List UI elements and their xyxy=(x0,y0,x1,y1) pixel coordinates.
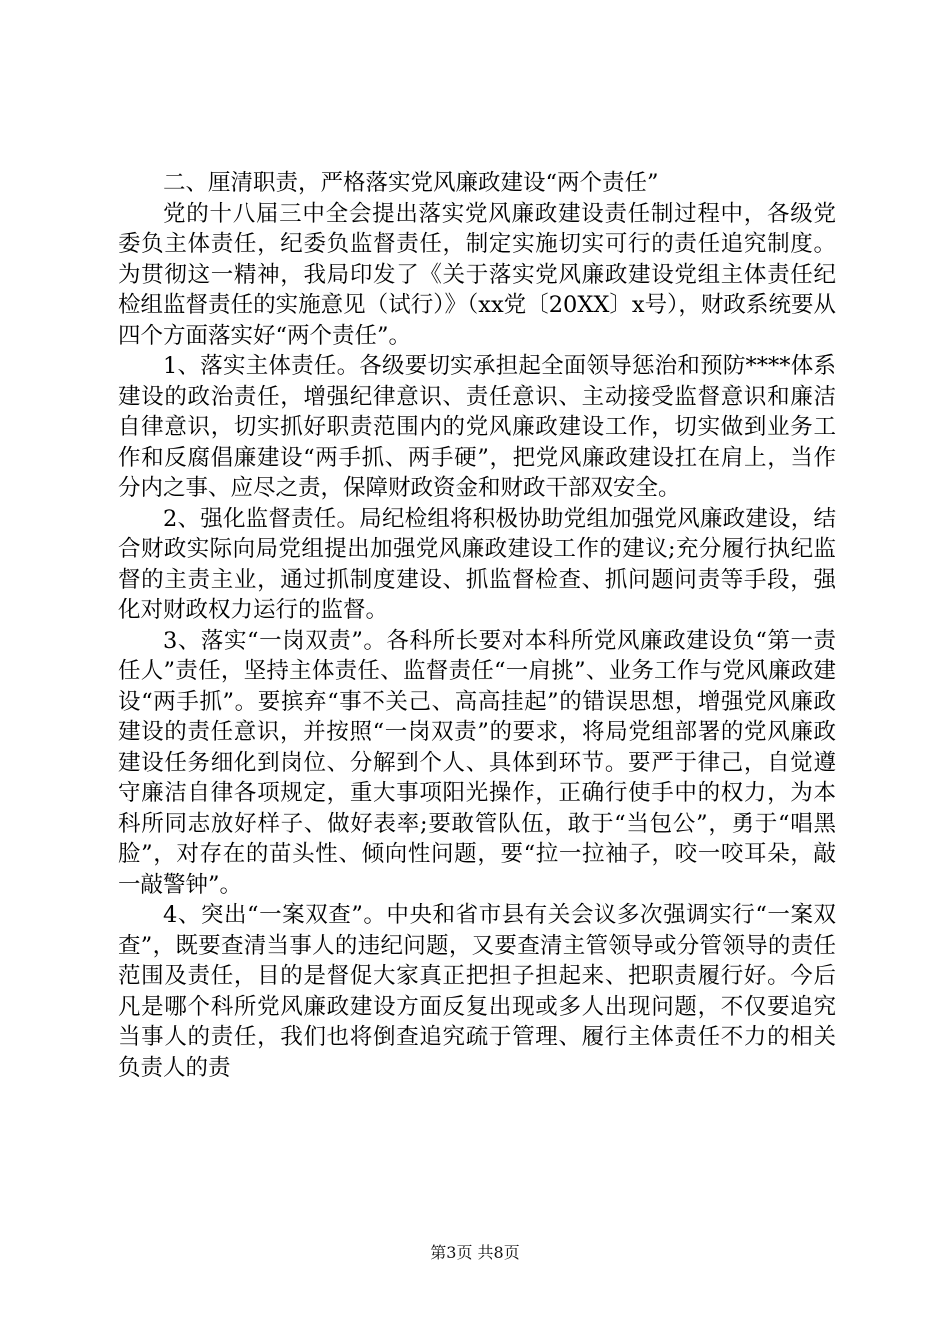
paragraph-item-2: 2、强化监督责任。局纪检组将积极协助党组加强党风廉政建设，结合财政实际向局党组提出加强党风廉政建设工作的建议;充分履行执纪监督的主责主业，通过抓制度建设、抓监督检查、抓问题问责等手段，强化对财政权力运行的监督。 xyxy=(118,505,836,623)
section-heading: 二、厘清职责，严格落实党风廉政建设“两个责任” xyxy=(163,170,659,196)
paragraph-item-3: 3、落实“一岗双责”。各科所长要对本科所党风廉政建设负“第一责任人”责任，坚持主体责任、监督责任“一肩挑”、业务工作与党风廉政建设“两手抓”。要摈弃“事不关己、高高挂起”的错误思想，增强党风廉政建设的责任意识，并按照“一岗双责”的要求，将局党组部署的党风廉政建设任务细化到岗位、分解到个人、具体到环节。要严于律己，自觉遵守廉洁自律各项规定，重大事项阳光操作，正确行使手中的权力，为本科所同志放好样子、做好表率;要敢管队伍，敢于“当包公”，勇于“唱黑脸”，对存在的苗头性、倾向性问题，要“拉一拉袖子，咬一咬耳朵，敲一敲警钟”。 xyxy=(118,627,836,898)
paragraph-intro: 党的十八届三中全会提出落实党风廉政建设责任制过程中，各级党委负主体责任，纪委负监督责任，制定实施切实可行的责任追究制度。为贯彻这一精神，我局印发了《关于落实党风廉政建设党组主体责任纪检组监督责任的实施意见（试行）》（xx党〔20XX〕x号），财政系统要从四个方面落实好“两个责任”。 xyxy=(118,200,836,349)
paragraph-item-1: 1、落实主体责任。各级要切实承担起全面领导惩治和预防****体系建设的政治责任，增强纪律意识、责任意识、主动接受监督意识和廉洁自律意识，切实抓好职责范围内的党风廉政建设工作，切实做到业务工作和反腐倡廉建设“两手抓、两手硬”，把党风廉政建设扛在肩上，当作分内之事、应尽之责，保障财政资金和财政干部双安全。 xyxy=(118,353,836,501)
document-body xyxy=(118,168,836,1083)
page-footer: 第3页 共8页 xyxy=(430,1243,520,1262)
paragraph-item-4: 4、突出“一案双查”。中央和省市县有关会议多次强调实行“一案双查”，既要查清当事人的违纪问题，又要查清主管领导或分管领导的责任范围及责任，目的是督促大家真正把担子担起来、把职责履行好。今后凡是哪个科所党风廉政建设方面反复出现或多人出现问题，不仅要追究当事人的责任，我们也将倒查追究疏于管理、履行主体责任不力的相关负责人的责 xyxy=(118,902,836,1081)
